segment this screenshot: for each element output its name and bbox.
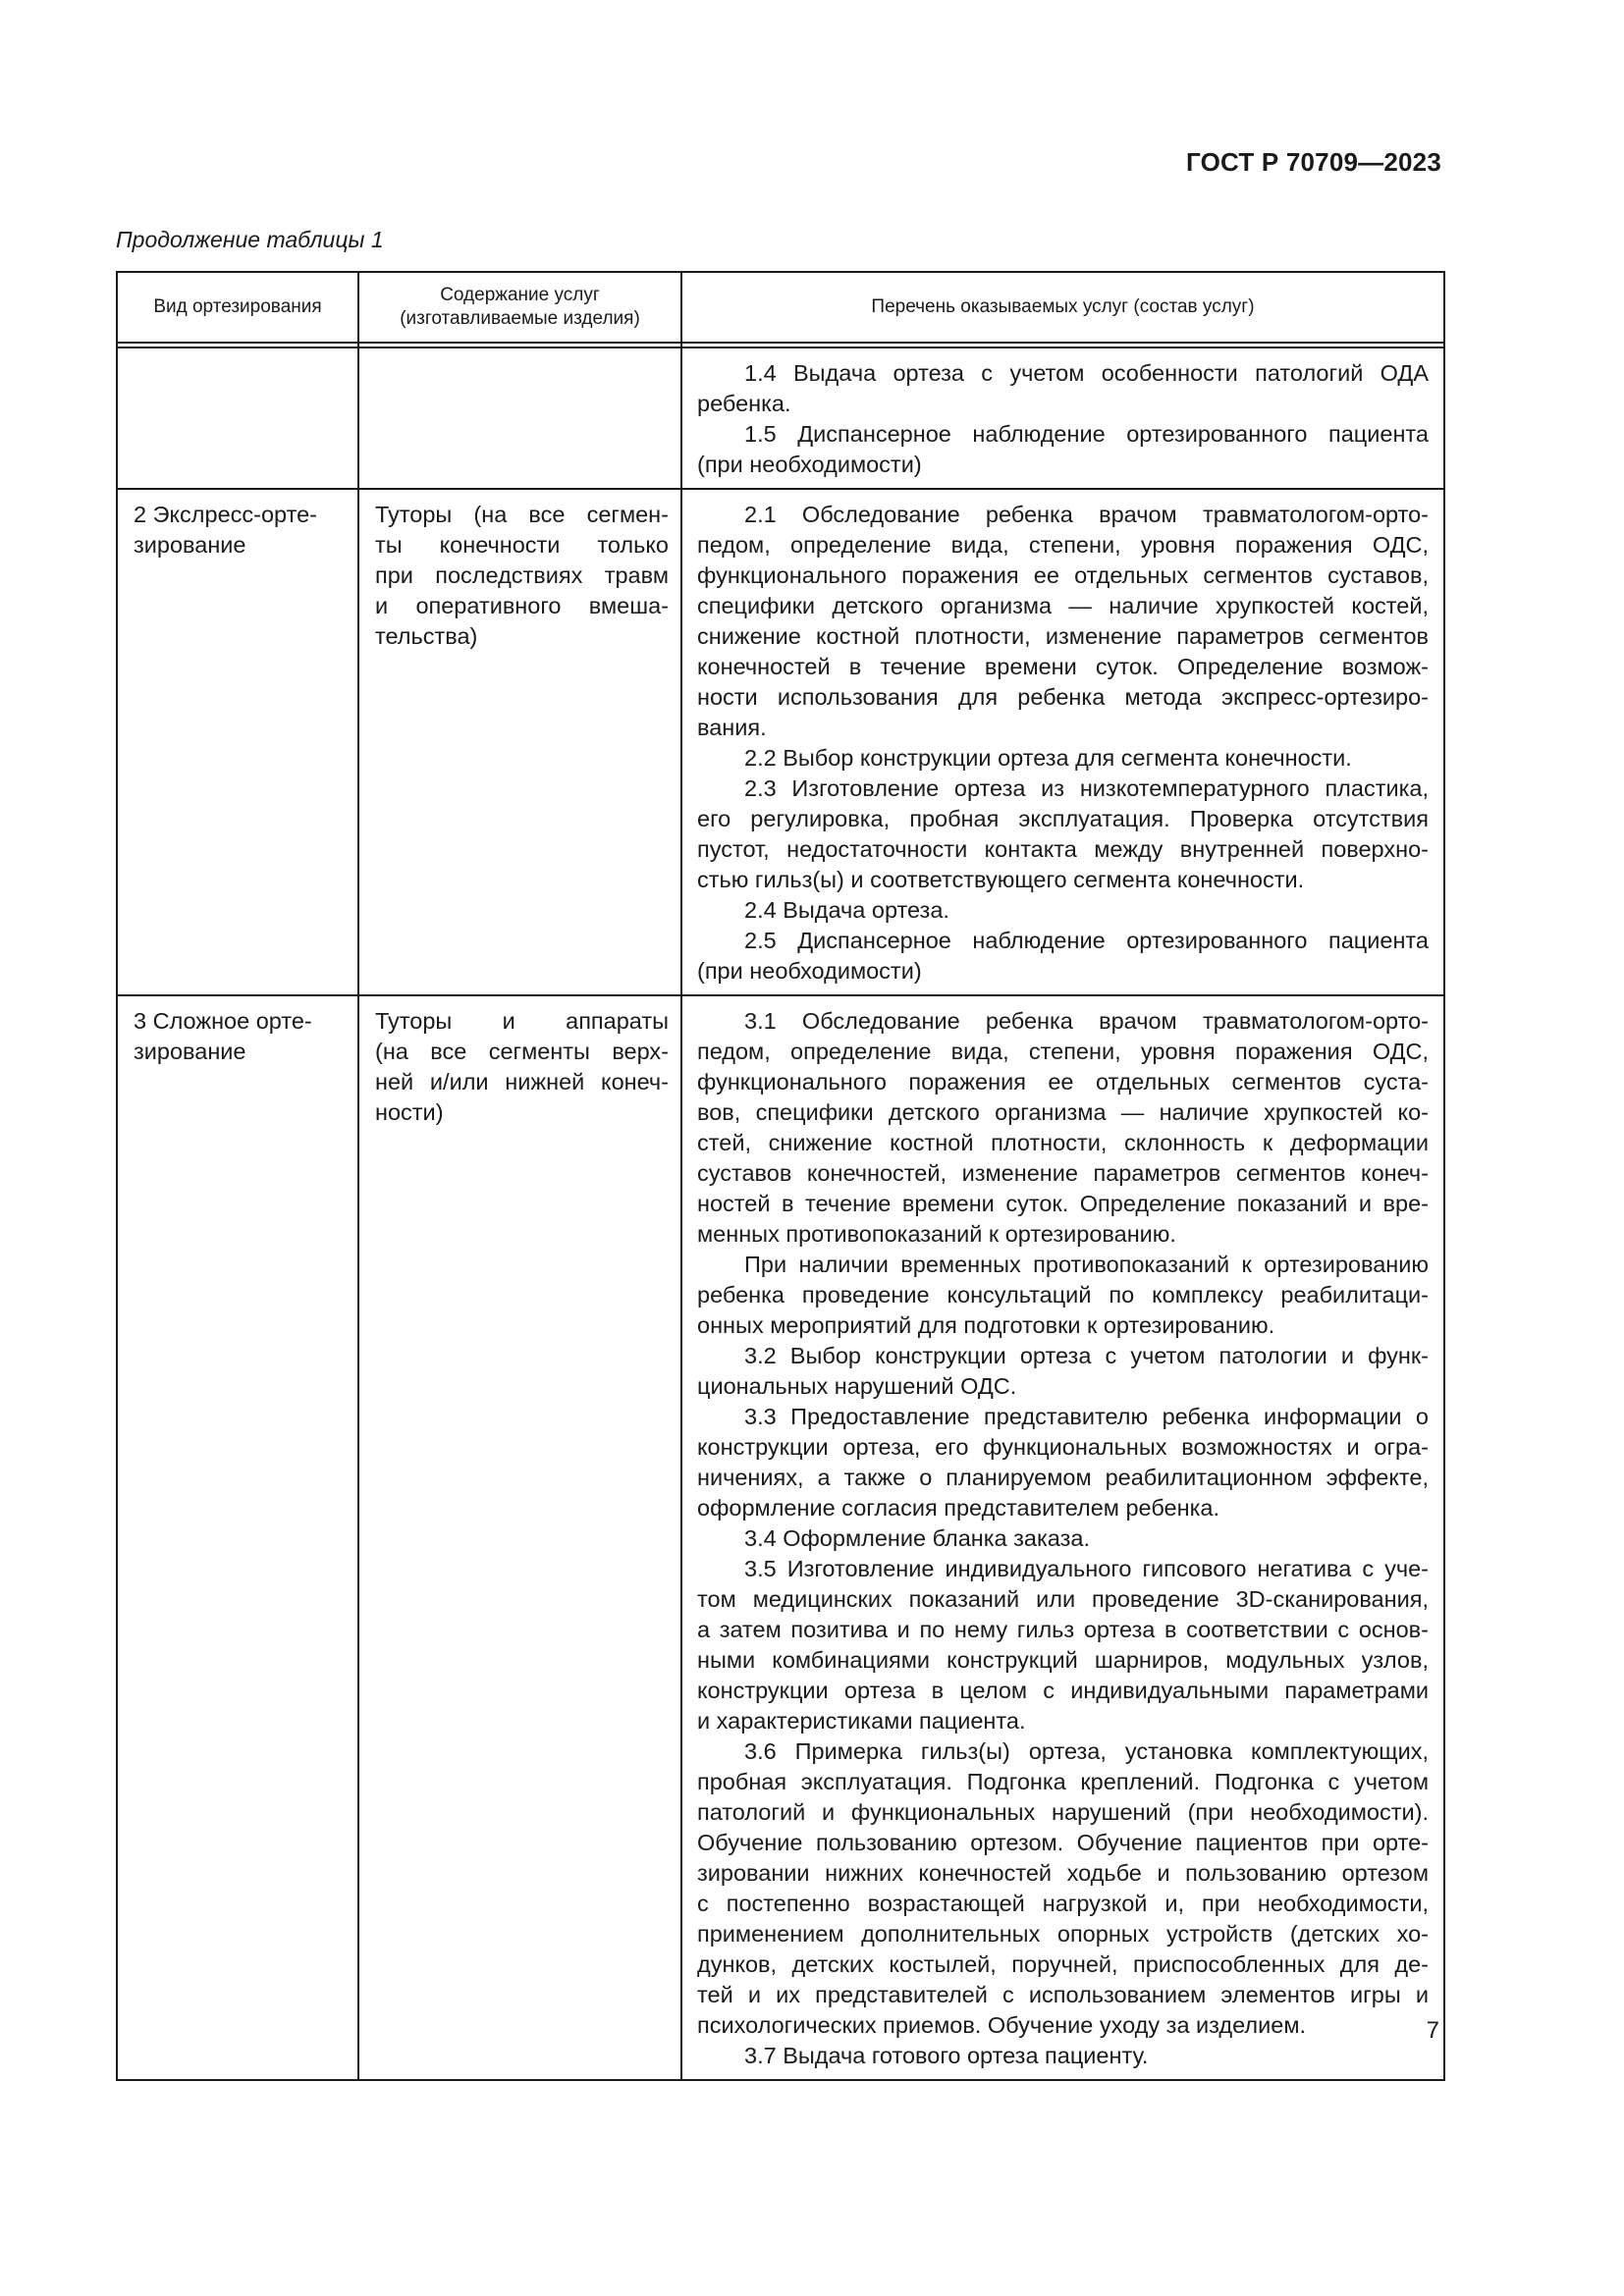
service-line: психологических приемов. Обучение уходу за изделием. bbox=[697, 2012, 1307, 2038]
service-line: Обучение пользованию ортезом. Обучение пациентов при орте- bbox=[697, 1830, 1429, 1855]
service-line: пробная эксплуатация. Подгонка креплений. Подгонка с учетом bbox=[697, 1769, 1429, 1794]
service-line: онных мероприятий для подготовки к ортезированию. bbox=[697, 1312, 1275, 1338]
service-paragraph bbox=[697, 926, 1429, 987]
service-line: педом, определение вида, степени, уровня поражения ОДС, bbox=[697, 1039, 1429, 1064]
column-header-kind: Вид ортезирования bbox=[117, 272, 358, 343]
service-line: ными комбинациями конструкций шарниров, модульных узлов, bbox=[697, 1647, 1429, 1673]
service-line: 3.4 Оформление бланка заказа. bbox=[744, 1525, 1090, 1551]
document-code: ГОСТ Р 70709—2023 bbox=[1186, 147, 1441, 177]
service-paragraph bbox=[697, 774, 1429, 895]
service-paragraph bbox=[697, 1554, 1429, 1736]
page-number: 7 bbox=[1426, 2017, 1439, 2044]
service-line: ребенка. bbox=[697, 391, 791, 416]
service-line: дунков, детских костылей, поручней, приспособленных для де- bbox=[697, 1951, 1429, 1977]
service-paragraph bbox=[697, 1402, 1429, 1523]
kind-line: зирование bbox=[134, 1039, 246, 1064]
service-line: вания. bbox=[697, 715, 767, 740]
content-line: ности) bbox=[375, 1099, 444, 1125]
services-table bbox=[116, 271, 1445, 2081]
cell-kind bbox=[117, 347, 358, 489]
service-line: и характеристиками пациента. bbox=[697, 1708, 1026, 1734]
service-line: 3.6 Примерка гильз(ы) ортеза, установка комплектующих, bbox=[744, 1738, 1429, 1764]
service-line: конструкции ортеза в целом с индивидуальными параметрами bbox=[697, 1678, 1429, 1703]
service-paragraph bbox=[697, 500, 1429, 743]
service-line: циональных нарушений ОДС. bbox=[697, 1373, 1017, 1399]
content-line: тельства) bbox=[375, 623, 478, 649]
service-paragraph bbox=[697, 1523, 1429, 1554]
content-line: ты конечности только bbox=[375, 532, 669, 558]
service-line: 3.7 Выдача готового ортеза пациенту. bbox=[744, 2043, 1149, 2068]
service-paragraph bbox=[697, 1736, 1429, 2041]
service-line: 1.5 Диспансерное наблюдение ортезированного пациента bbox=[744, 421, 1429, 447]
service-line: снижение костной плотности, изменение параметров сегментов bbox=[697, 623, 1429, 649]
service-line: 3.3 Предоставление представителю ребенка информации о bbox=[744, 1404, 1429, 1429]
service-line: патологий и функциональных нарушений (при необходимости). bbox=[697, 1799, 1429, 1825]
table-header-row bbox=[117, 272, 1444, 343]
service-paragraph bbox=[697, 2041, 1429, 2071]
service-line: менных противопоказаний к ортезированию. bbox=[697, 1221, 1176, 1247]
service-line: конструкции ортеза, его функциональных возможностях и огра- bbox=[697, 1434, 1429, 1460]
service-line: ребенка проведение консультаций по комплексу реабилитаци- bbox=[697, 1282, 1429, 1308]
content-line: ней и/или нижней конеч- bbox=[375, 1069, 669, 1095]
service-line: 2.1 Обследование ребенка врачом травматологом-орто- bbox=[744, 502, 1429, 527]
service-line: стей, снижение костной плотности, склонность к деформации bbox=[697, 1130, 1429, 1155]
service-line: 3.5 Изготовление индивидуального гипсового негатива с уче- bbox=[744, 1556, 1429, 1581]
service-line: вов, специфики детского организма — наличие хрупкостей ко- bbox=[697, 1099, 1429, 1125]
cell-kind bbox=[117, 995, 358, 2080]
cell-content bbox=[358, 995, 681, 2080]
service-paragraph bbox=[697, 358, 1429, 419]
column-header-services: Перечень оказываемых услуг (состав услуг) bbox=[681, 272, 1444, 343]
content-line: и оперативного вмеша- bbox=[375, 593, 669, 618]
table-row bbox=[117, 995, 1444, 2080]
table-row bbox=[117, 347, 1444, 489]
service-paragraph bbox=[697, 895, 1429, 926]
service-line: тей и их представителей с использованием элементов игры и bbox=[697, 1982, 1429, 2007]
service-line: педом, определение вида, степени, уровня поражения ОДС, bbox=[697, 532, 1429, 558]
column-header-content: Содержание услуг (изготавливаемые изделия) bbox=[358, 272, 681, 343]
service-paragraph bbox=[697, 1341, 1429, 1402]
table-continuation-caption: Продолжение таблицы 1 bbox=[116, 227, 384, 252]
service-line: ничениях, а также о планируемом реабилитационном эффекте, bbox=[697, 1465, 1429, 1490]
kind-line: 3 Сложное орте- bbox=[134, 1008, 312, 1034]
service-line: (при необходимости) bbox=[697, 452, 922, 477]
content-line: Туторы и аппараты bbox=[375, 1008, 669, 1034]
cell-content bbox=[358, 347, 681, 489]
cell-content bbox=[358, 489, 681, 995]
service-line: 3.1 Обследование ребенка врачом травматологом-орто- bbox=[744, 1008, 1429, 1034]
service-line: оформление согласия представителем ребенка. bbox=[697, 1495, 1219, 1521]
service-line: (при необходимости) bbox=[697, 958, 922, 984]
cell-services bbox=[681, 489, 1444, 995]
table-body bbox=[117, 343, 1444, 2080]
service-line: пустот, недостаточности контакта между внутренней поверхно- bbox=[697, 836, 1429, 862]
service-line: 2.5 Диспансерное наблюдение ортезированного пациента bbox=[744, 928, 1429, 953]
service-line: том медицинских показаний или проведение 3D-сканирования, bbox=[697, 1586, 1429, 1612]
service-line: 3.2 Выбор конструкции ортеза с учетом патологии и функ- bbox=[744, 1343, 1429, 1368]
service-line: 2.3 Изготовление ортеза из низкотемпературного пластика, bbox=[744, 775, 1429, 801]
service-line: При наличии временных противопоказаний к ортезированию bbox=[744, 1252, 1429, 1277]
service-paragraph bbox=[697, 1006, 1429, 1250]
service-line: специфики детского организма — наличие хрупкостей костей, bbox=[697, 593, 1429, 618]
kind-line: 2 Экслресс-орте- bbox=[134, 502, 317, 527]
kind-line: зирование bbox=[134, 532, 246, 558]
service-paragraph bbox=[697, 419, 1429, 480]
service-line: суставов конечностей, изменение параметров сегментов конеч- bbox=[697, 1160, 1429, 1186]
service-line: ностей в течение времени суток. Определение показаний и вре- bbox=[697, 1191, 1429, 1216]
service-line: функционального поражения ее отдельных сегментов суста- bbox=[697, 1069, 1429, 1095]
service-line: ности использования для ребенка метода экспресс-ортезиро- bbox=[697, 684, 1429, 710]
content-line: (на все сегменты верх- bbox=[375, 1039, 669, 1064]
service-line: стью гильз(ы) и соответствующего сегмента конечности. bbox=[697, 867, 1305, 892]
table-row bbox=[117, 489, 1444, 995]
service-paragraph bbox=[697, 743, 1429, 774]
service-paragraph bbox=[697, 1250, 1429, 1341]
service-line: 2.2 Выбор конструкции ортеза для сегмента конечности. bbox=[744, 745, 1352, 771]
service-line: 1.4 Выдача ортеза с учетом особенности патологий ОДА bbox=[744, 360, 1429, 386]
cell-services bbox=[681, 347, 1444, 489]
service-line: применением дополнительных опорных устройств (детских хо- bbox=[697, 1921, 1429, 1947]
service-line: 2.4 Выдача ортеза. bbox=[744, 897, 949, 923]
service-line: его регулировка, пробная эксплуатация. Проверка отсутствия bbox=[697, 806, 1429, 831]
service-line: функционального поражения ее отдельных сегментов суставов, bbox=[697, 562, 1429, 588]
service-line: зировании нижних конечностей ходьбе и пользованию ортезом bbox=[697, 1860, 1429, 1886]
service-line: конечностей в течение времени суток. Определение возмож- bbox=[697, 654, 1429, 679]
cell-kind bbox=[117, 489, 358, 995]
content-line: при последствиях травм bbox=[375, 562, 669, 588]
service-line: а затем позитива и по нему гильз ортеза в соответствии с основ- bbox=[697, 1617, 1429, 1642]
cell-services bbox=[681, 995, 1444, 2080]
content-line: Туторы (на все сегмен- bbox=[375, 502, 669, 527]
service-line: с постепенно возрастающей нагрузкой и, при необходимости, bbox=[697, 1891, 1429, 1916]
